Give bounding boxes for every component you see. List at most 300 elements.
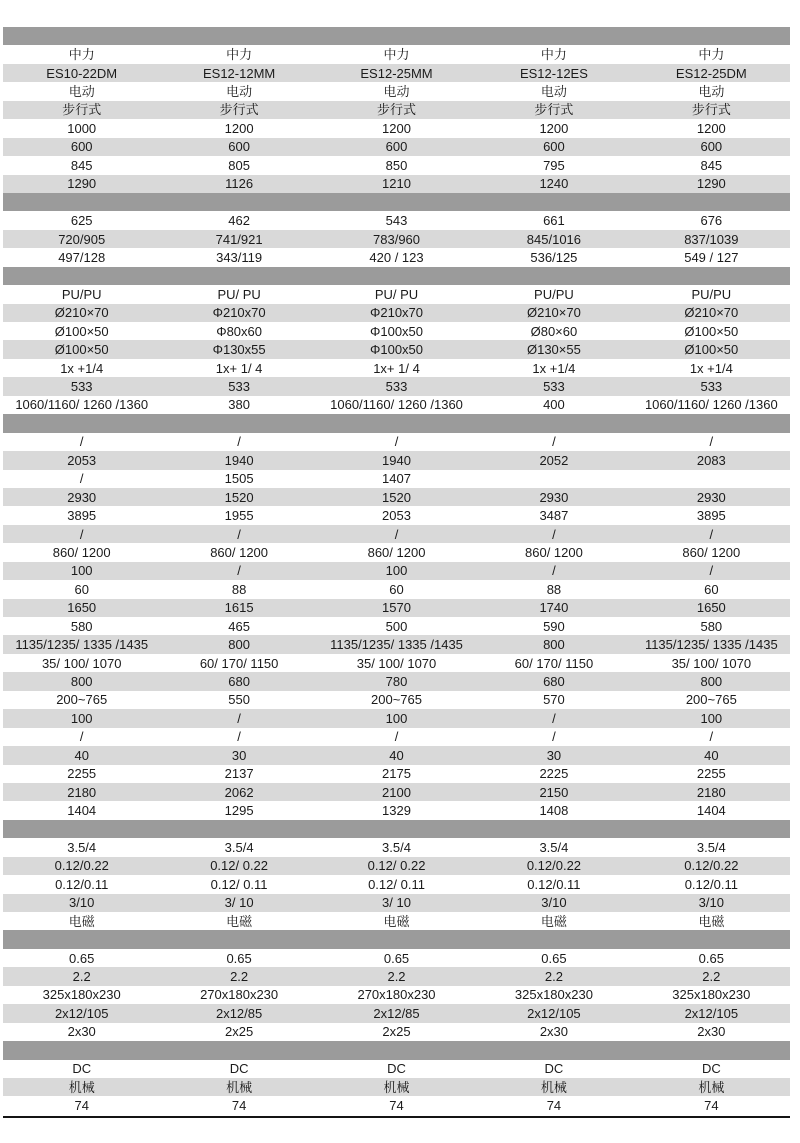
table-row xyxy=(3,691,790,709)
table-row xyxy=(3,599,790,617)
table-cell: 1505 xyxy=(224,471,254,487)
table-cell: 74 xyxy=(704,1098,719,1114)
table-cell: 2x25 xyxy=(225,1024,254,1040)
table-cell: 600 xyxy=(385,139,408,155)
table-cell: Φ100x50 xyxy=(370,342,424,358)
table-cell: 2.2 xyxy=(230,969,249,985)
table-cell: 400 xyxy=(543,397,565,413)
table-cell: 2255 xyxy=(67,766,97,782)
table-cell: 805 xyxy=(228,157,250,173)
table-cell: 780 xyxy=(385,674,408,690)
table-cell: 机械 xyxy=(68,1079,95,1095)
table-row xyxy=(3,101,790,119)
table-cell: 2053 xyxy=(382,508,411,524)
table-cell: 0.65 xyxy=(698,950,724,966)
table-row xyxy=(3,1023,790,1041)
bottom-rule xyxy=(3,1116,790,1118)
table-cell: / xyxy=(79,526,84,542)
table-cell: 0.65 xyxy=(69,950,95,966)
table-cell: 电动 xyxy=(68,84,95,100)
table-cell: DC xyxy=(72,1061,92,1077)
table-cell: Φ130x55 xyxy=(212,342,266,358)
table-cell: / xyxy=(552,434,556,450)
table-row xyxy=(3,746,790,764)
table-cell: 2x12/105 xyxy=(684,1005,739,1021)
table-cell: 74 xyxy=(546,1098,562,1114)
table-cell: 795 xyxy=(543,157,565,173)
table-cell: 3.5/4 xyxy=(224,839,254,855)
table-cell: 1200 xyxy=(539,120,569,136)
table-cell: 电磁 xyxy=(383,913,410,929)
table-cell: DC xyxy=(387,1061,406,1077)
table-cell: 549 / 127 xyxy=(684,249,739,265)
table-cell: 533 xyxy=(543,379,565,395)
table-cell: 3/ 10 xyxy=(224,895,254,911)
table-cell: 2100 xyxy=(382,784,411,800)
table-cell: 35/ 100/ 1070 xyxy=(356,655,437,671)
table-cell: 860/ 1200 xyxy=(52,544,111,560)
table-cell: Ø210×70 xyxy=(54,305,109,321)
table-cell: 1650 xyxy=(696,600,726,616)
table-cell: Ø210×70 xyxy=(684,305,739,321)
table-cell: 电磁 xyxy=(540,913,567,929)
table-row xyxy=(3,175,790,193)
table-cell: 1135/1235/ 1335 /1435 xyxy=(644,637,778,653)
table-cell: 380 xyxy=(228,397,250,413)
table-cell: 1955 xyxy=(224,508,254,524)
table-cell: 543 xyxy=(385,213,408,229)
section-divider-bar xyxy=(3,267,790,285)
table-row xyxy=(3,672,790,690)
table-cell: 1650 xyxy=(67,600,97,616)
table-cell: 40 xyxy=(704,747,719,763)
table-cell: 2150 xyxy=(539,784,569,800)
table-cell: PU/ PU xyxy=(374,286,419,302)
table-cell: 3.5/4 xyxy=(539,839,569,855)
table-cell: 200~765 xyxy=(371,692,422,708)
table-cell: 1060/1160/ 1260 /1360 xyxy=(644,397,778,413)
table-cell: 661 xyxy=(543,213,565,229)
table-cell: 2255 xyxy=(696,766,726,782)
table-cell: 860/ 1200 xyxy=(367,544,426,560)
table-cell: ES12-25DM xyxy=(675,65,747,81)
table-cell: 500 xyxy=(385,618,408,634)
table-cell: PU/PU xyxy=(61,286,102,302)
table-cell: Ø210×70 xyxy=(526,305,581,321)
table-cell: Ø100×50 xyxy=(684,323,739,339)
table-cell: 0.12/0.22 xyxy=(526,858,582,874)
table-cell: / xyxy=(237,563,241,579)
table-cell: / xyxy=(552,563,556,579)
table-cell: 1408 xyxy=(539,803,569,819)
table-row xyxy=(3,248,790,266)
table-cell: 837/1039 xyxy=(684,231,739,247)
table-cell: / xyxy=(709,563,714,579)
table-cell: 40 xyxy=(389,747,404,763)
table-cell: 1x +1/4 xyxy=(689,360,733,376)
table-cell: 1x +1/4 xyxy=(532,360,576,376)
table-cell: 0.12/0.11 xyxy=(527,876,581,892)
table-cell: / xyxy=(394,434,399,450)
table-cell: 270x180x230 xyxy=(357,987,436,1003)
table-cell: Φ80x60 xyxy=(216,323,262,339)
table-cell: 100 xyxy=(70,710,93,726)
table-cell: 2x12/105 xyxy=(54,1005,109,1021)
table-row xyxy=(3,359,790,377)
table-row xyxy=(3,801,790,819)
table-cell: 100 xyxy=(700,710,723,726)
table-cell: 845 xyxy=(70,157,93,173)
table-cell: 1240 xyxy=(539,176,569,192)
table-cell: 1200 xyxy=(224,120,254,136)
table-cell: 电磁 xyxy=(226,913,253,929)
table-cell: 60/ 170/ 1150 xyxy=(514,655,594,671)
table-cell: 800 xyxy=(543,637,565,653)
table-cell: Φ210x70 xyxy=(212,305,266,321)
table-cell: 3.5/4 xyxy=(382,839,411,855)
table-cell: 电动 xyxy=(383,84,410,100)
table-cell: 625 xyxy=(70,213,93,229)
table-cell: / xyxy=(394,526,399,542)
table-cell: Ø100×50 xyxy=(684,342,739,358)
table-cell: 0.12/0.22 xyxy=(54,858,109,874)
table-cell: 中力 xyxy=(698,47,725,63)
table-cell: 1060/1160/ 1260 /1360 xyxy=(15,397,149,413)
table-cell: 0.12/0.11 xyxy=(55,876,109,892)
table-cell: 343/119 xyxy=(216,249,263,265)
table-row xyxy=(3,82,790,100)
table-cell: 1290 xyxy=(696,176,726,192)
table-cell: 676 xyxy=(700,213,723,229)
section-divider-bar xyxy=(3,193,790,211)
table-cell: 3895 xyxy=(696,508,726,524)
table-cell: 570 xyxy=(543,692,565,708)
table-cell: 1x +1/4 xyxy=(60,360,104,376)
table-cell: 2x30 xyxy=(539,1024,569,1040)
table-cell: 中力 xyxy=(540,47,567,63)
table-cell: 3.5/4 xyxy=(696,839,726,855)
table-cell: 0.12/ 0.22 xyxy=(210,858,269,874)
table-cell: 2225 xyxy=(539,766,569,782)
table-cell: 2053 xyxy=(67,452,97,468)
table-cell: 30 xyxy=(231,747,247,763)
table-cell: 1404 xyxy=(696,803,726,819)
table-cell: 533 xyxy=(385,379,408,395)
table-cell: 325x180x230 xyxy=(42,987,121,1003)
table-cell: 74 xyxy=(389,1098,404,1114)
table-cell: 电磁 xyxy=(68,913,95,929)
table-cell: 1210 xyxy=(382,176,411,192)
table-cell: 2x30 xyxy=(697,1024,726,1040)
table-cell: 860/ 1200 xyxy=(210,544,269,560)
table-cell: PU/PU xyxy=(691,286,732,302)
table-cell: 2137 xyxy=(224,766,254,782)
table-cell: 1940 xyxy=(382,452,411,468)
table-row xyxy=(3,322,790,340)
table-cell: 3487 xyxy=(539,508,569,524)
table-row xyxy=(3,488,790,506)
table-cell: 1135/1235/ 1335 /1435 xyxy=(330,637,463,653)
table-cell: 600 xyxy=(543,139,565,155)
table-row xyxy=(3,1096,790,1114)
table-cell: 中力 xyxy=(226,47,253,63)
table-cell: 800 xyxy=(700,674,723,690)
table-cell: / xyxy=(709,526,714,542)
table-cell: 420 / 123 xyxy=(369,249,424,265)
table-cell: / xyxy=(237,434,241,450)
table-cell: 0.65 xyxy=(226,950,252,966)
table-cell: 2.2 xyxy=(544,969,563,985)
table-cell: 200~765 xyxy=(685,692,737,708)
table-cell: 0.65 xyxy=(383,950,410,966)
table-cell: 3/10 xyxy=(541,895,567,911)
table-row xyxy=(3,783,790,801)
table-cell: / xyxy=(237,526,241,542)
table-cell: 1329 xyxy=(382,803,411,819)
table-cell: 2x12/105 xyxy=(527,1005,581,1021)
table-row xyxy=(3,912,790,930)
table-cell: 74 xyxy=(74,1098,89,1114)
table-row xyxy=(3,635,790,653)
table-row xyxy=(3,64,790,82)
table-cell: 2930 xyxy=(696,489,726,505)
table-row xyxy=(3,1078,790,1096)
table-row xyxy=(3,654,790,672)
table-cell: 0.12/0.22 xyxy=(684,858,739,874)
table-cell: 0.12/ 0.11 xyxy=(368,876,425,892)
table-cell: 1x+ 1/ 4 xyxy=(373,360,420,376)
table-row xyxy=(3,728,790,746)
table-row xyxy=(3,543,790,561)
table-cell: 497/128 xyxy=(58,249,106,265)
table-row xyxy=(3,451,790,469)
table-cell: 1200 xyxy=(696,120,726,136)
table-cell: 100 xyxy=(385,563,408,579)
table-cell: 533 xyxy=(228,379,250,395)
table-cell: / xyxy=(79,729,84,745)
table-cell: 机械 xyxy=(540,1079,567,1095)
table-cell: 720/905 xyxy=(58,231,106,247)
table-row xyxy=(3,709,790,727)
table-cell: ES12-12MM xyxy=(202,65,276,81)
table-cell: 1290 xyxy=(67,176,97,192)
table-cell: 中力 xyxy=(383,47,410,63)
table-cell: 3/ 10 xyxy=(382,895,411,911)
table-cell: 533 xyxy=(700,379,723,395)
table-cell: 850 xyxy=(385,157,408,173)
table-cell: 60 xyxy=(389,581,404,597)
table-cell: 580 xyxy=(70,618,93,634)
table-cell: 1200 xyxy=(382,120,411,136)
table-row xyxy=(3,285,790,303)
section-divider-bar xyxy=(3,930,790,948)
table-cell: 88 xyxy=(546,581,562,597)
table-row xyxy=(3,765,790,783)
table-row xyxy=(3,304,790,322)
table-cell: 1520 xyxy=(224,489,254,505)
table-cell: ES10-22DM xyxy=(46,65,118,81)
table-row xyxy=(3,894,790,912)
table-cell: 1135/1235/ 1335 /1435 xyxy=(15,637,149,653)
table-cell: 中力 xyxy=(68,47,95,63)
table-row xyxy=(3,396,790,414)
table-cell: PU/PU xyxy=(534,286,574,302)
table-cell: 3/10 xyxy=(69,895,95,911)
table-cell: 60/ 170/ 1150 xyxy=(199,655,279,671)
table-cell: 860/ 1200 xyxy=(525,544,583,560)
table-cell: 741/921 xyxy=(215,231,263,247)
table-cell: Φ100x50 xyxy=(370,323,424,339)
table-cell: 1000 xyxy=(67,120,97,136)
table-cell: 88 xyxy=(231,581,247,597)
table-cell: 860/ 1200 xyxy=(682,544,741,560)
table-cell: 1x+ 1/ 4 xyxy=(215,360,263,376)
table-cell: 2180 xyxy=(696,784,726,800)
table-cell: 2.2 xyxy=(702,969,721,985)
table-row xyxy=(3,1004,790,1022)
table-cell: 680 xyxy=(543,674,565,690)
table-cell: 200~765 xyxy=(56,692,108,708)
table-cell: 100 xyxy=(385,710,408,726)
table-cell: 2930 xyxy=(67,489,97,505)
table-cell: 1295 xyxy=(224,803,254,819)
table-cell: 60 xyxy=(704,581,719,597)
table-cell: 电动 xyxy=(226,84,253,100)
section-divider-bar xyxy=(3,414,790,432)
table-cell: / xyxy=(237,710,241,726)
table-row xyxy=(3,119,790,137)
table-cell: 2x12/85 xyxy=(373,1005,420,1021)
table-cell: 100 xyxy=(70,563,93,579)
table-cell: 2175 xyxy=(382,766,411,782)
table-row xyxy=(3,1060,790,1078)
table-cell: 1060/1160/ 1260 /1360 xyxy=(330,397,463,413)
table-cell: 1570 xyxy=(382,600,411,616)
table-row xyxy=(3,617,790,635)
table-cell: 40 xyxy=(74,747,89,763)
spec-table xyxy=(3,27,790,1118)
table-cell: 270x180x230 xyxy=(200,987,279,1003)
table-row xyxy=(3,211,790,229)
table-cell: 1615 xyxy=(224,600,254,616)
table-cell: / xyxy=(552,710,556,726)
table-row xyxy=(3,580,790,598)
table-cell: Ø100×50 xyxy=(54,342,109,358)
table-cell: 600 xyxy=(70,139,93,155)
table-cell: 550 xyxy=(228,692,250,708)
table-cell: DC xyxy=(544,1061,564,1077)
table-row xyxy=(3,949,790,967)
table-cell: 电动 xyxy=(540,84,567,100)
table-cell: 电磁 xyxy=(698,913,725,929)
table-cell: 0.12/ 0.22 xyxy=(367,858,426,874)
table-row xyxy=(3,470,790,488)
table-cell: 845 xyxy=(700,157,723,173)
table-cell: 800 xyxy=(70,674,93,690)
table-cell: 580 xyxy=(700,618,723,634)
table-cell: Ø80×60 xyxy=(530,323,578,339)
table-cell: 步行式 xyxy=(62,102,102,118)
table-row xyxy=(3,525,790,543)
table-cell: 600 xyxy=(700,139,723,155)
table-cell: 电动 xyxy=(698,84,725,100)
section-divider-bar xyxy=(3,1041,790,1059)
table-cell: 2x12/85 xyxy=(215,1005,263,1021)
table-cell: 590 xyxy=(543,618,565,634)
table-cell: 机械 xyxy=(383,1079,410,1095)
table-cell: 800 xyxy=(228,637,250,653)
table-row xyxy=(3,838,790,856)
table-cell: 0.12/ 0.11 xyxy=(210,876,268,892)
table-row xyxy=(3,138,790,156)
table-cell: 462 xyxy=(228,213,250,229)
table-cell: DC xyxy=(701,1061,721,1077)
table-cell: 74 xyxy=(231,1098,247,1114)
table-cell: / xyxy=(237,729,241,745)
table-cell: 30 xyxy=(546,747,562,763)
table-cell: 0.65 xyxy=(541,950,567,966)
table-row xyxy=(3,506,790,524)
table-cell: 机械 xyxy=(698,1079,725,1095)
table-cell: 3.5/4 xyxy=(67,839,97,855)
table-cell: 2062 xyxy=(224,784,254,800)
table-cell: 533 xyxy=(70,379,93,395)
table-cell: 2x25 xyxy=(382,1024,411,1040)
table-cell: 机械 xyxy=(226,1079,253,1095)
table-cell: 2x30 xyxy=(67,1024,96,1040)
table-cell: 1740 xyxy=(539,600,569,616)
table-cell: Ø100×50 xyxy=(54,323,109,339)
section-divider-bar xyxy=(3,820,790,838)
table-cell: 1407 xyxy=(382,471,411,487)
table-cell: 60 xyxy=(74,581,89,597)
table-cell: / xyxy=(709,434,714,450)
table-row xyxy=(3,562,790,580)
table-cell: / xyxy=(79,434,84,450)
table-row xyxy=(3,377,790,395)
table-cell: / xyxy=(552,729,556,745)
table-cell: / xyxy=(79,471,84,487)
table-cell: 2180 xyxy=(67,784,97,800)
table-row xyxy=(3,857,790,875)
table-cell: 1940 xyxy=(224,452,254,468)
table-cell: 0.12/0.11 xyxy=(684,876,738,892)
table-cell: 3895 xyxy=(67,508,97,524)
table-row xyxy=(3,45,790,63)
section-divider-bar xyxy=(3,27,790,45)
table-cell: 783/960 xyxy=(373,231,421,247)
table-cell: / xyxy=(394,729,399,745)
table-cell: 步行式 xyxy=(377,102,417,118)
table-cell: / xyxy=(552,526,556,542)
table-cell: ES12-25MM xyxy=(360,65,433,81)
table-cell: 1404 xyxy=(67,803,97,819)
table-cell: 2.2 xyxy=(72,969,91,985)
table-cell: 2083 xyxy=(696,452,726,468)
table-cell: 600 xyxy=(228,139,250,155)
table-cell: 2052 xyxy=(539,452,569,468)
table-cell: 680 xyxy=(228,674,250,690)
table-cell: DC xyxy=(229,1061,249,1077)
table-cell: 2.2 xyxy=(387,969,406,985)
table-row xyxy=(3,967,790,985)
table-cell: Φ210x70 xyxy=(370,305,424,321)
table-cell: 35/ 100/ 1070 xyxy=(671,655,752,671)
table-row xyxy=(3,230,790,248)
table-cell: 35/ 100/ 1070 xyxy=(41,655,122,671)
table-cell: 步行式 xyxy=(219,102,259,118)
table-cell: 325x180x230 xyxy=(672,987,751,1003)
